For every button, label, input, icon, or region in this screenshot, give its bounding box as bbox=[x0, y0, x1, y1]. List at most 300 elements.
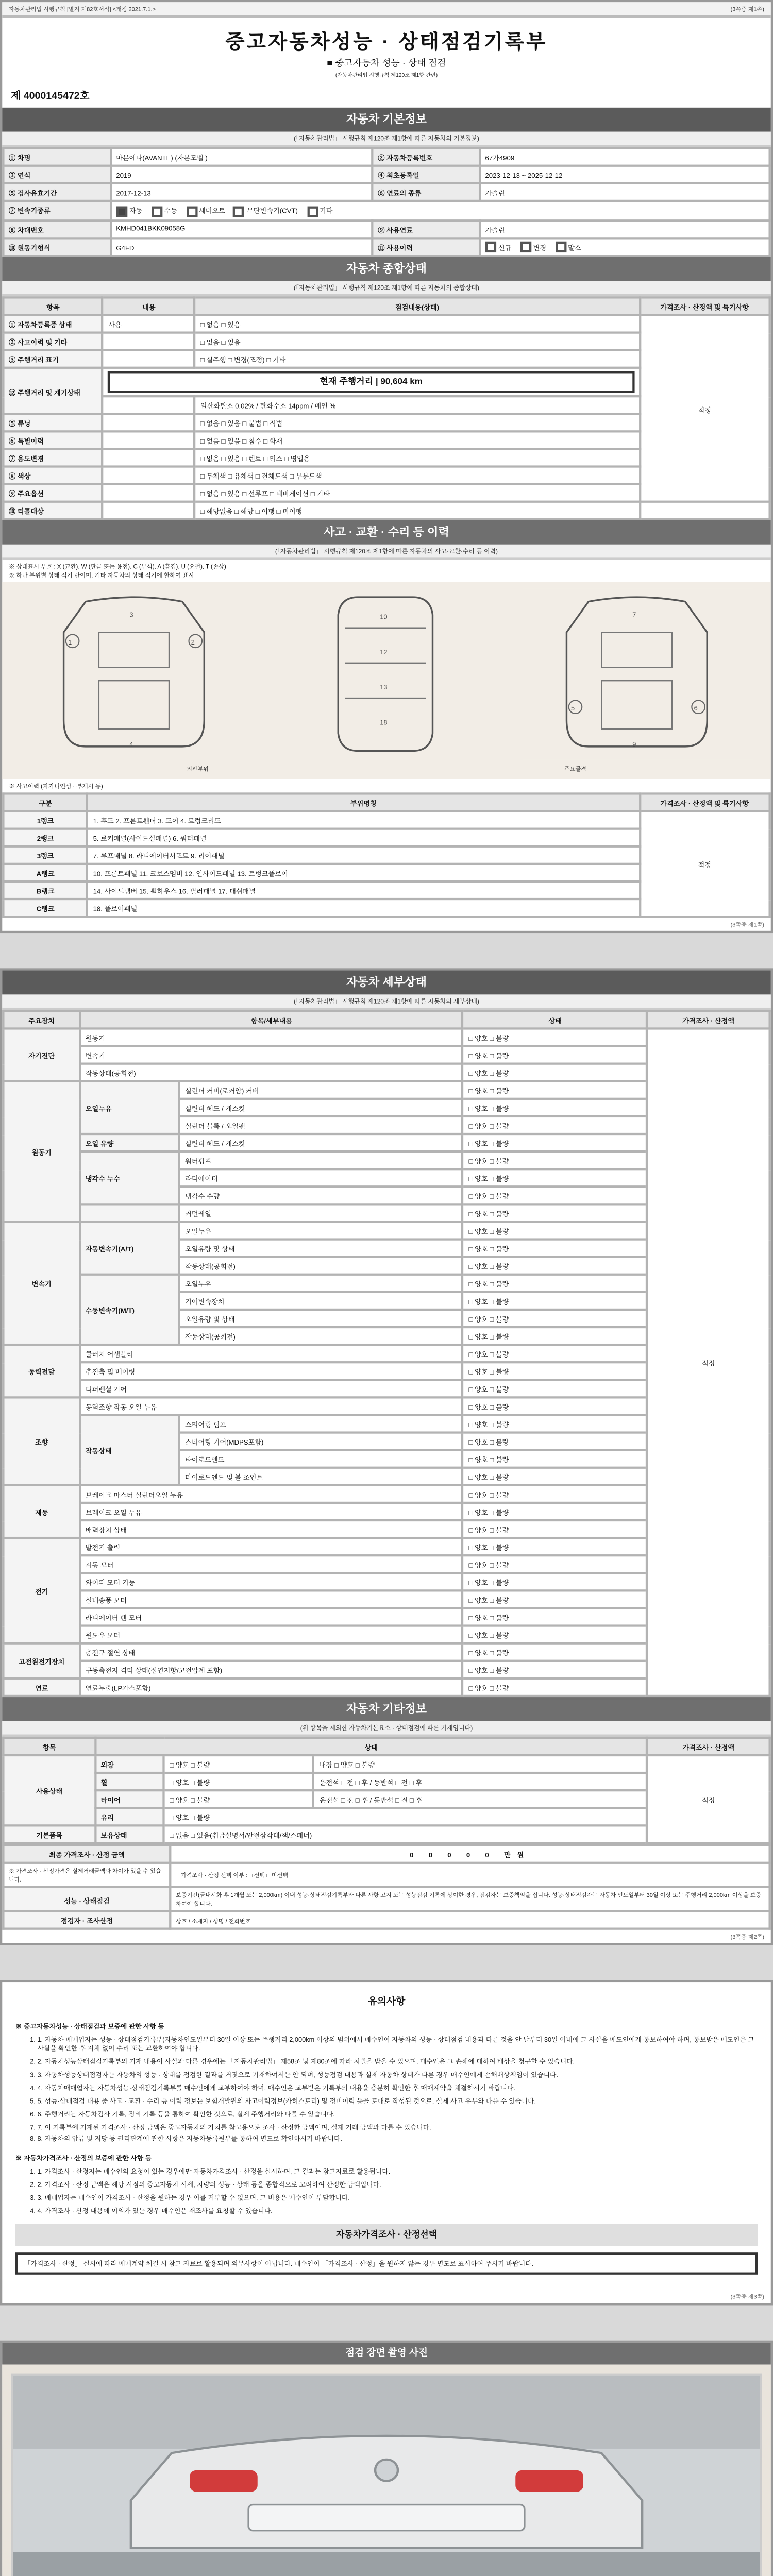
item-state[interactable]: □ 양호 □ 불량 bbox=[463, 1153, 647, 1170]
table-row bbox=[3, 316, 769, 333]
item-label: 작동상태(공회전) bbox=[179, 1328, 463, 1346]
table-row bbox=[3, 1029, 769, 1047]
item-label: 브레이크 오일 누유 bbox=[80, 1504, 463, 1521]
item-label: 오일유량 및 상태 bbox=[179, 1311, 463, 1328]
diagram-label-left: 외판부위 bbox=[187, 767, 209, 774]
item-state[interactable]: □ 양호 □ 불량 bbox=[463, 1626, 647, 1644]
overall-content bbox=[103, 397, 195, 415]
others-label: 타이어 bbox=[95, 1791, 164, 1809]
basic-value: 67가4909 bbox=[480, 148, 770, 166]
item-label: 브레이크 마스터 실린더오일 누유 bbox=[80, 1486, 463, 1503]
rank-parts: 1. 후드 2. 프론트휀더 3. 도어 4. 트렁크리드 bbox=[88, 812, 640, 829]
item-state[interactable]: □ 양호 □ 불량 bbox=[463, 1574, 647, 1591]
cautions-sub-list bbox=[37, 2167, 758, 2215]
item-label: 구동축전지 격리 상태(절연저항/고전압계 포함) bbox=[80, 1662, 463, 1679]
car-top-diagram bbox=[271, 589, 501, 760]
final-price-table bbox=[2, 1845, 770, 1930]
item-label: 와이퍼 모터 기능 bbox=[80, 1574, 463, 1591]
final-price-title: 최종 가격조사 · 산정 금액 bbox=[3, 1846, 170, 1863]
item-state[interactable]: □ 양호 □ 불량 bbox=[463, 1117, 647, 1135]
table-row bbox=[3, 238, 769, 257]
inspection-photo-rear bbox=[11, 2374, 762, 2576]
sub-label: 자동변속기(A/T) bbox=[80, 1223, 179, 1275]
checkbox-manual[interactable] bbox=[151, 206, 162, 216]
table-header-row bbox=[3, 298, 769, 316]
group-label: 제동 bbox=[3, 1486, 80, 1538]
table-header-row bbox=[3, 1738, 769, 1756]
basic-label: ⑩ 원동기형식 bbox=[3, 238, 110, 257]
item-state[interactable]: □ 양호 □ 불량 bbox=[463, 1433, 647, 1451]
table-row bbox=[3, 148, 769, 166]
checkbox-semiauto[interactable] bbox=[186, 206, 196, 216]
usage-options bbox=[480, 238, 770, 257]
sub-label: 냉각수 누수 bbox=[80, 1153, 179, 1205]
item-state[interactable]: □ 양호 □ 불량 bbox=[463, 1468, 647, 1486]
basic-label: ④ 최초등록일 bbox=[373, 166, 480, 183]
list-item: 3. 3. 자동차성능상태점검자는 자동차의 성능 · 상태를 점검한 결과를 거짓으로 기재하여서는 안 되며, 성능점검 내용과 실제 자동차 상태가 다른 경우 매수인에게 손해배상책임이 있습니다. bbox=[37, 2071, 758, 2080]
rank-label: B랭크 bbox=[3, 883, 88, 900]
opt-label: 무단변속기(CVT) bbox=[247, 206, 298, 215]
item-state[interactable]: □ 양호 □ 불량 bbox=[463, 1521, 647, 1539]
others-group: 사용상태 bbox=[3, 1756, 95, 1826]
detail-price-note: 적정 bbox=[647, 1029, 770, 1697]
others-state[interactable]: □ 양호 □ 불량 bbox=[164, 1774, 314, 1791]
basic-label: ⑨ 사용연료 bbox=[373, 220, 480, 238]
overall-state[interactable]: □ 해당없음 □ 해당 □ 이행 □ 미이행 bbox=[195, 502, 640, 520]
list-item: 4. 4. 가격조사 · 산정 내용에 이의가 있는 경우 매수인은 재조사를 요청할 수 있습니다. bbox=[37, 2206, 758, 2215]
col-item: 항목 bbox=[3, 1738, 95, 1756]
svg-text:9: 9 bbox=[632, 741, 636, 749]
item-label: 디퍼렌셜 기어 bbox=[80, 1381, 463, 1398]
group-label: 조향 bbox=[3, 1398, 80, 1486]
item-label: 실내송풍 모터 bbox=[80, 1591, 463, 1609]
section-basic-note: (「자동차관리법」 시행규칙 제120조 제1항에 따른 자동차의 기본정보) bbox=[2, 132, 770, 147]
item-state[interactable]: □ 양호 □ 불량 bbox=[463, 1486, 647, 1503]
item-state[interactable]: □ 양호 □ 불량 bbox=[463, 1398, 647, 1416]
table-row bbox=[3, 1888, 769, 1912]
group-label: 전기 bbox=[3, 1539, 80, 1645]
item-label: 기어변속장치 bbox=[179, 1293, 463, 1310]
item-state[interactable]: □ 양호 □ 불량 bbox=[463, 1099, 647, 1117]
svg-text:7: 7 bbox=[632, 612, 636, 620]
item-state[interactable]: □ 양호 □ 불량 bbox=[463, 1451, 647, 1468]
cautions-title: ※ 중고자동차성능 · 상태점검과 보증에 관한 사항 등 bbox=[15, 2021, 164, 2030]
overall-item: ① 자동차등록증 상태 bbox=[3, 316, 103, 333]
opt-label: 말소 bbox=[568, 243, 581, 252]
item-label: 스티어링 펌프 bbox=[179, 1416, 463, 1433]
rank-label: C랭크 bbox=[3, 900, 88, 918]
cautions-list bbox=[37, 2036, 758, 2144]
item-state[interactable]: □ 양호 □ 불량 bbox=[463, 1311, 647, 1328]
basic-value: 가솔린 bbox=[480, 183, 770, 201]
sub-label: 수동변속기(M/T) bbox=[80, 1275, 179, 1345]
price-option-select[interactable]: □ 가격조사 · 산정 선택 여부 : □ 선택 □ 미선택 bbox=[171, 1863, 770, 1888]
page-footer-1: (3쪽중 제1쪽) bbox=[730, 923, 764, 930]
list-item: 2. 2. 자동차성능상태점검기록부의 기재 내용이 사실과 다른 경우에는 「자동차관리법」 제58조 및 제80조에 따라 처벌을 받을 수 있으며, 매수인은 그 손해에 대하여 배상을 청구할 수 있습니다. bbox=[37, 2058, 758, 2067]
item-state[interactable]: □ 양호 □ 불량 bbox=[463, 1416, 647, 1433]
car-left-diagram bbox=[20, 589, 250, 760]
item-state[interactable]: □ 양호 □ 불량 bbox=[463, 1328, 647, 1346]
basic-label: ⑧ 차대번호 bbox=[3, 220, 110, 238]
basic-value: 마몬에나(AVANTE) (자본모델 ) bbox=[111, 148, 373, 166]
item-state[interactable]: □ 양호 □ 불량 bbox=[463, 1556, 647, 1574]
overall-content bbox=[103, 450, 195, 467]
basic-label: ① 차명 bbox=[3, 148, 110, 166]
svg-text:1: 1 bbox=[68, 639, 72, 647]
item-label: 작동상태(공회전) bbox=[179, 1258, 463, 1275]
opt-label: 신규 bbox=[498, 243, 512, 252]
section-others-title: 자동차 기타정보 bbox=[2, 1698, 770, 1722]
item-label: 라디에이터 bbox=[179, 1170, 463, 1188]
table-row bbox=[3, 502, 769, 520]
price-survey-highlight-title: 자동차가격조사 · 산정선택 bbox=[15, 2224, 758, 2245]
group-label: 자기진단 bbox=[3, 1029, 80, 1082]
section-overall-note: (「자동차관리법」 시행규칙 제120조 제1항에 따른 자동차의 종합상태) bbox=[2, 282, 770, 297]
mileage-display bbox=[103, 368, 640, 397]
item-state[interactable]: □ 양호 □ 불량 bbox=[463, 1644, 647, 1662]
accident-rank-table bbox=[2, 793, 770, 919]
checkbox-usage-cancel[interactable] bbox=[555, 242, 566, 253]
table-row bbox=[3, 1846, 769, 1863]
sub-label: 작동상태 bbox=[80, 1416, 179, 1486]
sub-label bbox=[80, 1205, 179, 1223]
item-state[interactable]: □ 양호 □ 불량 bbox=[463, 1662, 647, 1679]
other-info-table bbox=[2, 1737, 770, 1845]
col-rank: 구분 bbox=[3, 794, 88, 812]
warranty-value: 보증기간(금내시화 후 1개월 또는 2,000km) 이내 성능·상태점검기록부와 다른 사항 고지 또는 성능점검 기록에 상이한 경우, 점검자는 보증책임을 집니다. 성능·상태점검자는 자동차 인도일부터 30일 이상 또는 주행거리 2,000km 이상을 보증하여야 합니다. bbox=[171, 1888, 770, 1912]
accident-history-title: ※ 사고이력 (자가니언성 · 부재시 등) bbox=[9, 784, 103, 791]
col-state: 상태 bbox=[463, 1012, 647, 1029]
item-state[interactable]: □ 양호 □ 불량 bbox=[463, 1188, 647, 1205]
table-row bbox=[3, 1756, 769, 1774]
item-state[interactable]: □ 양호 □ 불량 bbox=[463, 1047, 647, 1064]
others-state-2[interactable]: 운전석 □ 전 □ 후 / 동반석 □ 전 □ 후 bbox=[314, 1791, 647, 1809]
col-detail-item: 항목/세부내용 bbox=[80, 1012, 463, 1029]
accident-note: 적정 bbox=[640, 812, 770, 918]
svg-text:6: 6 bbox=[694, 705, 698, 713]
overall-item: ⑥ 특별이력 bbox=[3, 432, 103, 450]
checkbox-cvt[interactable] bbox=[234, 206, 245, 216]
group-label: 고전원전기장치 bbox=[3, 1644, 80, 1679]
section-basic-title: 자동차 기본정보 bbox=[2, 108, 770, 132]
list-item: 1. 1. 가격조사 · 산정자는 매수인의 요청이 있는 경우에만 자동차가격조사 · 산정을 실시하며, 그 결과는 참고자료로 활용됩니다. bbox=[37, 2167, 758, 2177]
sheet-photos bbox=[0, 2341, 773, 2576]
overall-state[interactable]: □ 없음 □ 있음 bbox=[195, 316, 640, 333]
basic-value: 2023-12-13 ~ 2025-12-12 bbox=[480, 166, 770, 183]
item-state[interactable]: □ 양호 □ 불량 bbox=[463, 1381, 647, 1398]
item-label: 동력조향 작동 오일 누유 bbox=[80, 1398, 463, 1416]
item-state[interactable]: □ 양호 □ 불량 bbox=[463, 1539, 647, 1556]
svg-text:12: 12 bbox=[381, 649, 389, 657]
checkbox-usage-new[interactable] bbox=[485, 242, 496, 253]
page-footer-3: (3쪽중 제3쪽) bbox=[730, 2295, 764, 2301]
final-price-amount: 0 0 0 0 0 만원 bbox=[171, 1846, 770, 1863]
item-state[interactable]: □ 양호 □ 불량 bbox=[463, 1223, 647, 1240]
table-row bbox=[3, 812, 769, 829]
item-label: 충전구 절연 상태 bbox=[80, 1644, 463, 1662]
item-label: 시동 모터 bbox=[80, 1556, 463, 1574]
item-state[interactable]: □ 양호 □ 불량 bbox=[463, 1679, 647, 1697]
table-header-row bbox=[3, 1012, 769, 1029]
table-row bbox=[3, 166, 769, 183]
sheet-page-3 bbox=[0, 1981, 773, 2306]
col-state: 점검내용(상태) bbox=[195, 298, 640, 316]
col-state: 상태 bbox=[95, 1738, 647, 1756]
sheet-page-2 bbox=[0, 969, 773, 1946]
item-label: 실린더 헤드 / 개스킷 bbox=[179, 1135, 463, 1153]
svg-text:2: 2 bbox=[191, 639, 195, 647]
item-state[interactable]: □ 양호 □ 불량 bbox=[463, 1504, 647, 1521]
overall-state[interactable]: 일산화탄소 0.02% / 탄화수소 14ppm / 매연 % bbox=[195, 397, 640, 415]
table-header-row bbox=[3, 794, 769, 812]
basic-label: ⑦ 변속기종류 bbox=[3, 201, 110, 220]
basic-value: KMHD041BKK09058G bbox=[111, 220, 373, 238]
item-state[interactable]: □ 양호 □ 불량 bbox=[463, 1275, 647, 1293]
overall-state[interactable]: □ 없음 □ 있음 □ 렌트 □ 리스 □ 영업용 bbox=[195, 450, 640, 467]
list-item: 4. 4. 자동차매매업자는 자동차성능·상태점검기록부를 매수인에게 교부하여야 하며, 매수인은 교부받은 기록부의 내용을 충분히 확인한 후 매매계약을 체결하시기 바랍니다. bbox=[37, 2083, 758, 2093]
sub-label: 오일 유량 bbox=[80, 1135, 179, 1153]
rank-parts: 18. 플로어패널 bbox=[88, 900, 640, 918]
item-state[interactable]: □ 양호 □ 불량 bbox=[463, 1363, 647, 1381]
others-state-2[interactable]: 내장 □ 양호 □ 불량 bbox=[314, 1756, 647, 1774]
item-label: 오일유량 및 상태 bbox=[179, 1240, 463, 1258]
list-item: 6. 6. 주행거리는 자동차검사 기록, 정비 기록 등을 통하여 확인한 것으로, 실제 주행거리와 다를 수 있습니다. bbox=[37, 2109, 758, 2119]
basic-label: ③ 연식 bbox=[3, 166, 110, 183]
opt-label: 세미오토 bbox=[198, 206, 225, 215]
checkbox-usage-change[interactable] bbox=[520, 242, 531, 253]
overall-item: ⑧ 색상 bbox=[3, 467, 103, 485]
overall-item: ⑦ 용도변경 bbox=[3, 450, 103, 467]
page-footer-2: (3쪽중 제2쪽) bbox=[730, 1935, 764, 1942]
others-price-note: 적정 bbox=[647, 1756, 770, 1844]
overall-content bbox=[103, 485, 195, 502]
svg-text:4: 4 bbox=[129, 741, 133, 749]
item-state[interactable]: □ 양호 □ 불량 bbox=[463, 1029, 647, 1047]
sub-label: 오일누유 bbox=[80, 1082, 179, 1134]
overall-content bbox=[103, 351, 195, 368]
overall-price-note: 적정 bbox=[640, 316, 770, 502]
overall-state[interactable]: □ 무채색 □ 유채색 □ 전체도색 □ 부분도색 bbox=[195, 467, 640, 485]
opt-label: 변경 bbox=[533, 243, 547, 252]
accident-legend-1: ※ 상태표시 부호 : X (교환), W (판금 또는 용접), C (부식), A (흠집), U (요철), T (손상) bbox=[9, 565, 226, 572]
col-price: 가격조사 · 산정액 bbox=[647, 1738, 770, 1756]
overall-content bbox=[103, 502, 195, 520]
others-label: 외장 bbox=[95, 1756, 164, 1774]
overall-content: 사용 bbox=[103, 316, 195, 333]
warranty-label: 성능 · 상태점검 bbox=[3, 1888, 170, 1912]
table-row bbox=[3, 201, 769, 220]
overall-item: ⑩ 리콜대상 bbox=[3, 502, 103, 520]
others-state[interactable]: □ 양호 □ 불량 bbox=[164, 1756, 314, 1774]
basic-value: 2019 bbox=[111, 166, 373, 183]
checkbox-auto[interactable] bbox=[116, 206, 127, 216]
overall-item: ⑤ 튜닝 bbox=[3, 415, 103, 432]
section-accident-note: (「자동차관리법」 시행규칙 제120조 제1항에 따른 자동차의 사고·교환·수리 등 이력) bbox=[2, 545, 770, 561]
others-label: 보유상태 bbox=[95, 1826, 164, 1844]
detail-state-table bbox=[2, 1011, 770, 1698]
svg-text:5: 5 bbox=[571, 705, 575, 713]
item-label: 클러치 어셈블리 bbox=[80, 1346, 463, 1363]
section-others-note: (위 항목을 제외한 자동차기본요소 · 상태점검에 따른 기재임니다) bbox=[2, 1722, 770, 1738]
cautions-header: 유의사항 bbox=[367, 1996, 406, 2008]
opt-label: 수동 bbox=[164, 206, 177, 215]
others-state-2[interactable]: 운전석 □ 전 □ 후 / 동반석 □ 전 □ 후 bbox=[314, 1774, 647, 1791]
price-survey-highlight-body: 「가격조사 · 산정」 실시에 따라 매매계약 체결 시 참고 자료로 활용되며 의무사항이 아닙니다. 매수인이 「가격조사 · 산정」을 원하지 않는 경우 별도로 표시하여 주시기 바랍니다. bbox=[15, 2252, 758, 2275]
others-group: 기본품목 bbox=[3, 1826, 95, 1844]
mileage-label: ⑫ 주행거리 및 계기상태 bbox=[3, 368, 103, 414]
overall-item: ③ 주행거리 표기 bbox=[3, 351, 103, 368]
basic-label: ⑥ 연료의 종류 bbox=[373, 183, 480, 201]
group-label: 연료 bbox=[3, 1679, 80, 1697]
inspector-value: 상호 / 소재지 / 성명 / 전화번호 bbox=[171, 1912, 770, 1929]
item-label: 타이로드엔드 bbox=[179, 1451, 463, 1468]
col-price-note: 가격조사 · 산정액 및 특기사항 bbox=[640, 298, 770, 316]
form-code: 자동차관리법 시행규칙 [별지 제82호서식] <개정 2021.7.1.> bbox=[9, 6, 156, 13]
document-title: 중고자동차성능 · 상태점검기록부 bbox=[225, 30, 548, 53]
item-label: 실린더 커버(로커암) 커버 bbox=[179, 1082, 463, 1099]
rank-parts: 14. 사이드멤버 15. 휠하우스 16. 필러패널 17. 대쉬패널 bbox=[88, 883, 640, 900]
form-topbar bbox=[2, 2, 770, 18]
item-label: 변속기 bbox=[80, 1047, 463, 1064]
item-label: 배력장치 상태 bbox=[80, 1521, 463, 1539]
usage-label: ⑪ 사용이력 bbox=[373, 238, 480, 257]
section-detail-note: (「자동차관리법」 시행규칙 제120조 제1항에 따른 자동차의 세부상태) bbox=[2, 995, 770, 1011]
item-state[interactable]: □ 양호 □ 불량 bbox=[463, 1591, 647, 1609]
transmission-options bbox=[111, 201, 770, 220]
rank-label: 2랭크 bbox=[3, 829, 88, 847]
list-item: 5. 5. 성능·상태점검 내용 중 사고 · 교환 · 수리 등 이력 정보는 보험개발원의 사고이력정보(카히스토리) 및 정비이력 등을 토대로 작성된 것으로, 실제 사고 유무와 다를 수 있습니다. bbox=[37, 2096, 758, 2106]
docno-label: 제 bbox=[11, 90, 21, 101]
col-major-part: 주요장치 bbox=[3, 1012, 80, 1029]
opt-label: 자동 bbox=[129, 206, 143, 215]
item-label: 워터펌프 bbox=[179, 1153, 463, 1170]
mileage-value: 현재 주행거리 | 90,604 km bbox=[108, 372, 634, 394]
item-state[interactable]: □ 양호 □ 불량 bbox=[463, 1135, 647, 1153]
rank-parts: 10. 프론트패널 11. 크로스멤버 12. 인사이드패널 13. 트렁크플로어 bbox=[88, 865, 640, 882]
page-number-1: (3쪽중 제1쪽) bbox=[730, 6, 764, 13]
item-label: 원동기 bbox=[80, 1029, 463, 1047]
item-state[interactable]: □ 양호 □ 불량 bbox=[463, 1609, 647, 1626]
others-state[interactable]: □ 양호 □ 불량 bbox=[164, 1809, 647, 1826]
overall-state[interactable]: □ 없음 □ 있음 bbox=[195, 333, 640, 351]
item-label: 연료누출(LP가스포함) bbox=[80, 1679, 463, 1697]
section-accident-title: 사고 · 교환 · 수리 등 이력 bbox=[2, 521, 770, 546]
document-subtitle: ■ 중고자동차 성능 · 상태 점검 bbox=[327, 57, 446, 69]
item-label: 윈도우 모터 bbox=[80, 1626, 463, 1644]
item-state[interactable]: □ 양호 □ 불량 bbox=[463, 1240, 647, 1258]
overall-content bbox=[103, 432, 195, 450]
car-diagram bbox=[2, 583, 770, 781]
item-label: 타이로드엔드 및 볼 조인트 bbox=[179, 1468, 463, 1486]
section-overall-title: 자동차 종합상태 bbox=[2, 258, 770, 282]
final-price-subnote: ※ 가격조사 · 산정가격은 실제거래금액과 차이가 있을 수 있습니다. bbox=[3, 1863, 170, 1888]
group-label: 원동기 bbox=[3, 1082, 80, 1223]
svg-text:10: 10 bbox=[381, 614, 389, 622]
item-label: 오일누유 bbox=[179, 1223, 463, 1240]
rank-parts: 7. 루프패널 8. 라디에이터서포트 9. 리어패널 bbox=[88, 847, 640, 865]
item-label: 라디에이터 팬 모터 bbox=[80, 1609, 463, 1626]
overall-state[interactable]: □ 없음 □ 있음 □ 불법 □ 적법 bbox=[195, 415, 640, 432]
item-label: 커먼레일 bbox=[179, 1205, 463, 1223]
checkbox-etc[interactable] bbox=[306, 206, 317, 216]
list-item: 1. 1. 자동차 매매업자는 성능 · 상태점검기록부(자동차인도일부터 30일 이상 또는 주행거리 2,000km 이상의 범위에서 매수인이 자동차의 성능 · 상태점검 내용과 다른 것을 안 날부터 30일 이내에 그 사실을 매도인에게 통보하여야 하며, 통보받은 매도인은 그 사실을 확인한 후 지체 없이 수리 또는 교환하여야 합니다. bbox=[37, 2036, 758, 2055]
others-state[interactable]: □ 없음 □ 있음(취급설명서/안전삼각대/잭/스패너) bbox=[164, 1826, 647, 1844]
item-label: 실린더 헤드 / 개스킷 bbox=[179, 1099, 463, 1117]
overall-state-table bbox=[2, 297, 770, 521]
basic-label: ⑤ 검사유효기간 bbox=[3, 183, 110, 201]
col-parts: 부위명칭 bbox=[88, 794, 640, 812]
rank-label: A랭크 bbox=[3, 865, 88, 882]
rank-label: 3랭크 bbox=[3, 847, 88, 865]
svg-text:13: 13 bbox=[381, 684, 389, 692]
overall-content bbox=[103, 415, 195, 432]
opt-label: 기타 bbox=[320, 206, 333, 215]
item-label: 실린더 블록 / 오일팬 bbox=[179, 1117, 463, 1135]
overall-state[interactable]: □ 실주행 □ 변경(조정) □ 기타 bbox=[195, 351, 640, 368]
table-row bbox=[3, 220, 769, 238]
overall-content bbox=[103, 333, 195, 351]
group-label: 동력전달 bbox=[3, 1346, 80, 1398]
table-row bbox=[3, 1912, 769, 1929]
photos-header: 점검 장면 촬영 사진 bbox=[2, 2343, 770, 2365]
list-item: 2. 2. 가격조사 · 산정 금액은 해당 시점의 중고자동차 시세, 차량의 성능 · 상태 등을 종합적으로 고려하여 산정한 금액입니다. bbox=[37, 2180, 758, 2190]
rank-parts: 5. 로커패널(사이드실패널) 6. 쿼터패널 bbox=[88, 829, 640, 847]
item-label: 추진축 및 베어링 bbox=[80, 1363, 463, 1381]
inspector-label: 점검자 · 조사산정 bbox=[3, 1912, 170, 1929]
item-label: 작동상태(공회전) bbox=[80, 1064, 463, 1082]
item-label: 냉각수 수량 bbox=[179, 1188, 463, 1205]
col-price: 가격조사 · 산정액 bbox=[647, 1012, 770, 1029]
table-row bbox=[3, 183, 769, 201]
item-state[interactable]: □ 양호 □ 불량 bbox=[463, 1205, 647, 1223]
item-state[interactable]: □ 양호 □ 불량 bbox=[463, 1170, 647, 1188]
others-label: 휠 bbox=[95, 1774, 164, 1791]
overall-content bbox=[103, 467, 195, 485]
svg-text:3: 3 bbox=[129, 612, 133, 620]
accident-legend-2: ※ 하단 부위별 상태 적기 란이며, 기타 자동차의 상태 적기에 한하여 표시 bbox=[9, 573, 194, 581]
list-item: 3. 3. 매매업자는 매수인이 가격조사 · 산정을 원하는 경우 이를 거부할 수 없으며, 그 비용은 매수인이 부담합니다. bbox=[37, 2193, 758, 2202]
diagram-label-right: 주요골격 bbox=[564, 767, 586, 774]
section-detail-title: 자동차 세부상태 bbox=[2, 971, 770, 995]
others-state[interactable]: □ 양호 □ 불량 bbox=[164, 1791, 314, 1809]
basic-value: 가솔린 bbox=[480, 220, 770, 238]
overall-item: ② 사고이력 및 기타 bbox=[3, 333, 103, 351]
group-label: 변속기 bbox=[3, 1223, 80, 1346]
docno-value: 4000145472호 bbox=[23, 90, 90, 101]
basic-value: 2017-12-13 bbox=[111, 183, 373, 201]
overall-price-note bbox=[640, 502, 770, 520]
list-item: 8. 8. 자동차의 압류 및 저당 등 권리관계에 관한 사항은 자동차등록원부를 통하여 별도로 확인하시기 바랍니다. bbox=[37, 2135, 758, 2145]
item-label: 오일누유 bbox=[179, 1275, 463, 1293]
item-state[interactable]: □ 양호 □ 불량 bbox=[463, 1346, 647, 1363]
overall-item: ⑨ 주요옵션 bbox=[3, 485, 103, 502]
table-row bbox=[3, 1863, 769, 1888]
basic-value: G4FD bbox=[111, 238, 373, 257]
overall-state[interactable]: □ 없음 □ 있음 □ 선루프 □ 네비게이션 □ 기타 bbox=[195, 485, 640, 502]
item-state[interactable]: □ 양호 □ 불량 bbox=[463, 1258, 647, 1275]
item-state[interactable]: □ 양호 □ 불량 bbox=[463, 1082, 647, 1099]
svg-text:18: 18 bbox=[381, 719, 389, 727]
col-item: 항목 bbox=[3, 298, 103, 316]
item-state[interactable]: □ 양호 □ 불량 bbox=[463, 1064, 647, 1082]
overall-state[interactable]: □ 없음 □ 있음 □ 침수 □ 화재 bbox=[195, 432, 640, 450]
rank-label: 1랭크 bbox=[3, 812, 88, 829]
cautions-sub-title: ※ 자동차가격조사 · 산정의 보증에 관한 사항 등 bbox=[15, 2153, 152, 2162]
col-note: 가격조사 · 산정액 및 특기사항 bbox=[640, 794, 770, 812]
list-item: 7. 7. 이 기록부에 기재된 가격조사 · 산정 금액은 중고자동차의 가치를 참고용으로 조사 · 산정한 금액이며, 실제 거래 금액과 다를 수 있습니다. bbox=[37, 2122, 758, 2132]
basic-info-table bbox=[2, 147, 770, 258]
item-state[interactable]: □ 양호 □ 불량 bbox=[463, 1293, 647, 1310]
